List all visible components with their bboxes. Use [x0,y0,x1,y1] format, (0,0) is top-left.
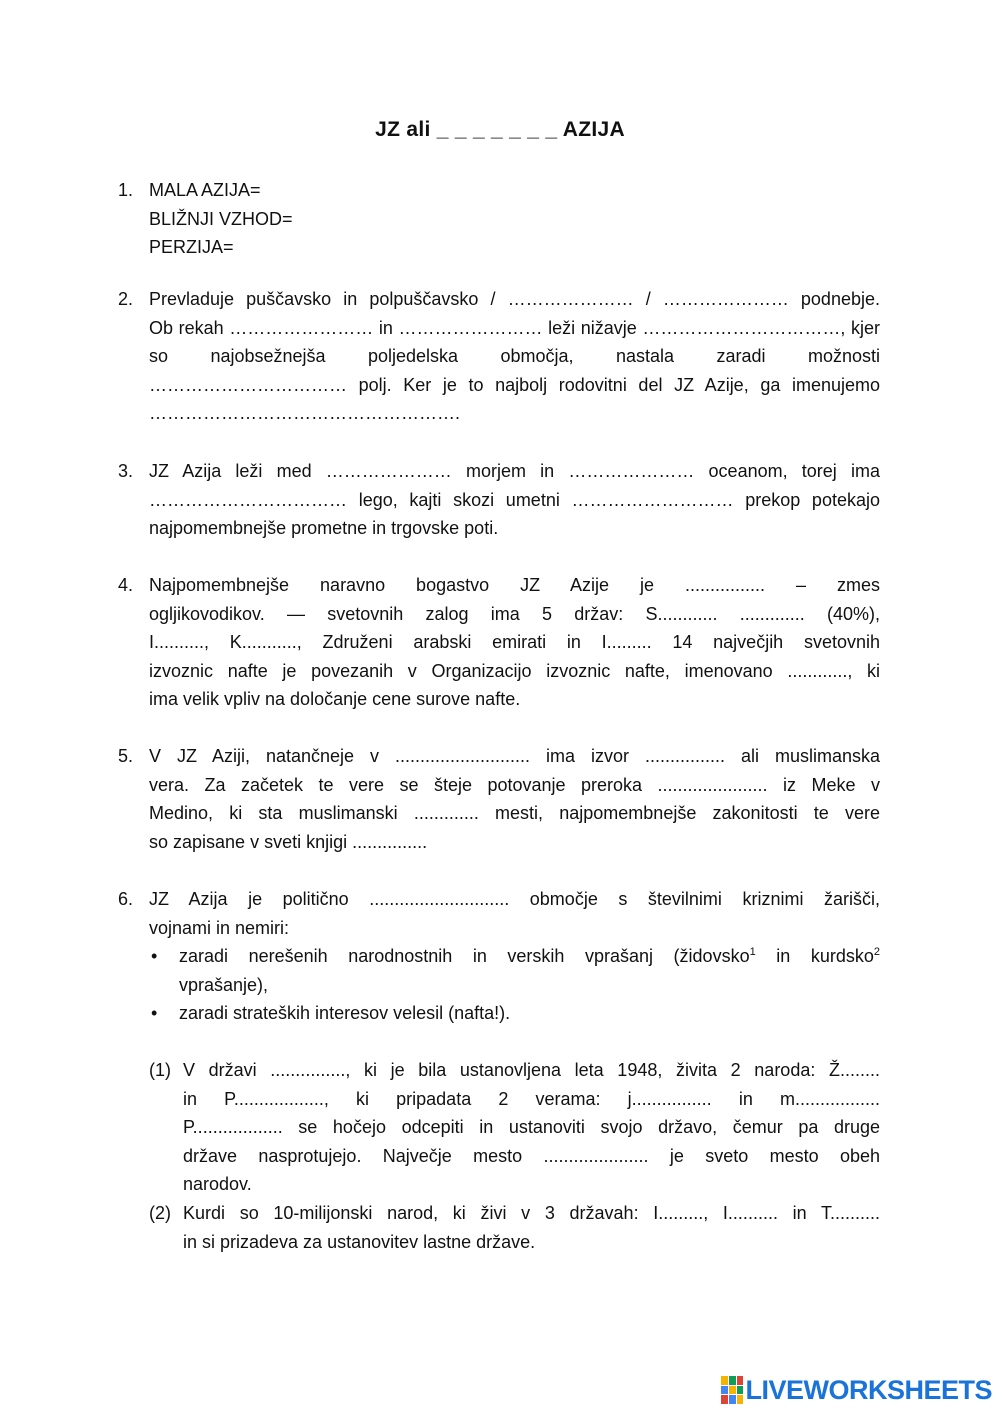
q1-line: BLIŽNJI VZHOD= [149,208,293,229]
subsection-1 [149,1056,880,1199]
bullet-line [179,942,880,971]
bullet-text: in kurdsko [755,946,874,967]
subsection-number: (1) [149,1059,171,1080]
q4-line: ima velik vpliv na določanje cene surove nafte. [149,689,521,710]
q2-line: …………………………… polj. Ker je to najbolj rodovitni del JZ Azije, ga imenujemo [149,374,880,395]
bullet-list [149,942,880,1028]
question-number: 2. [118,289,134,309]
sub1-line: in P.................., ki pripadata 2 verama: j................ in m................. [183,1088,880,1109]
sub1-line: P.................. se hočejo odcepiti in ustanoviti svojo državo, čemur pa druge [183,1117,880,1138]
bullet-line: vprašanje), [179,974,269,995]
q5-line: so zapisane v sveti knjigi ............... [149,831,428,852]
q2-line: Ob rekah …………………… in …………………… leži nižavje ……………………………, kjer [149,317,880,338]
question-number: 4. [118,575,134,595]
bullet-item [149,942,880,999]
q2-line: Prevladuje puščavsko in polpuščavsko / ………………… / ………………… podnebje. [149,289,880,309]
sub2-line: in si prizadeva za ustanovitev lastne države. [183,1231,536,1252]
brand-text: LIVEWORKSHEETS [745,1374,992,1405]
question-2 [118,285,880,428]
bullet-text: zaradi nerešenih narodnostnih in verskih vprašanj (židovsko [179,946,750,967]
q1-line: MALA AZIJA= [149,180,261,200]
q5-line: Medino, ki sta muslimanski ............. mesti, najpomembnejše zakonitosti te vere [149,803,880,824]
question-1 [118,176,880,262]
q4-line: Najpomembnejše naravno bogastvo JZ Azije je ................ – zmes [149,575,880,595]
sub2-line: Kurdi so 10-milijonski narod, ki živi v 3 državah: I........., I.......... in T.......... [183,1202,880,1223]
q5-line: vera. Za začetek te vere se šteje potovanje preroka ...................... iz Meke v [149,774,880,795]
q3-line: najpomembnejše prometne in trgovske poti. [149,518,499,539]
q2-line: ……………………………………………. [149,403,461,424]
bullet-item [149,999,880,1028]
question-number: 1. [118,180,134,200]
question-3 [118,457,880,543]
bullet-line: • zaradi strateških interesov velesil (nafta!). [179,1003,511,1024]
q3-line: …………………………… lego, kajti skozi umetni ……………………… prekop potekajo [149,489,880,510]
subsection-2 [149,1199,880,1256]
page-title: JZ ali _ _ _ _ _ _ _ AZIJA [375,118,625,141]
question-number: 5. [118,746,134,766]
q5-line: V JZ Aziji, natančneje v ........................... ima izvor ................ ali muslimanska [149,746,880,766]
q4-line: izvoznic nafte je povezanih v Organizacijo izvoznic nafte, imenovano ............, ki [149,660,880,681]
q1-line: PERZIJA= [149,237,234,258]
footnote-marker: 2 [873,946,880,959]
sub1-line: države nasprotujejo. Največje mesto ..................... je sveto mesto obeh [183,1145,880,1166]
q6-line: vojnami in nemiri: [149,917,290,938]
sub1-line: narodov. [183,1174,252,1195]
question-6 [118,885,880,1256]
question-4 [118,571,880,714]
question-number: 3. [118,461,134,481]
q4-line: ogljikovodikov. — svetovnih zalog ima 5 držav: S............ ............. (40%), [149,603,880,624]
sub1-line: V državi ..............., ki je bila ustanovljena leta 1948, živita 2 naroda: Ž........ [183,1059,880,1080]
liveworksheets-brand[interactable] [721,1373,992,1407]
footnote-marker: 1 [749,946,756,959]
q2-line: so najobsežnejša poljedelska območja, nastala zaradi možnosti [149,346,880,367]
question-number: 6. [118,889,134,909]
liveworksheets-logo-icon [721,1376,743,1404]
q3-line: JZ Azija leži med ………………… morjem in ………………… oceanom, torej ima [149,461,880,481]
question-5 [118,742,880,856]
q4-line: I.........., K..........., Združeni arabski emirati in I......... 14 največjih svetovnih [149,632,880,653]
q6-line: JZ Azija je politično ............................ območje s številnimi kriznimi žarišči, [149,889,880,909]
subsection-number: (2) [149,1202,171,1223]
